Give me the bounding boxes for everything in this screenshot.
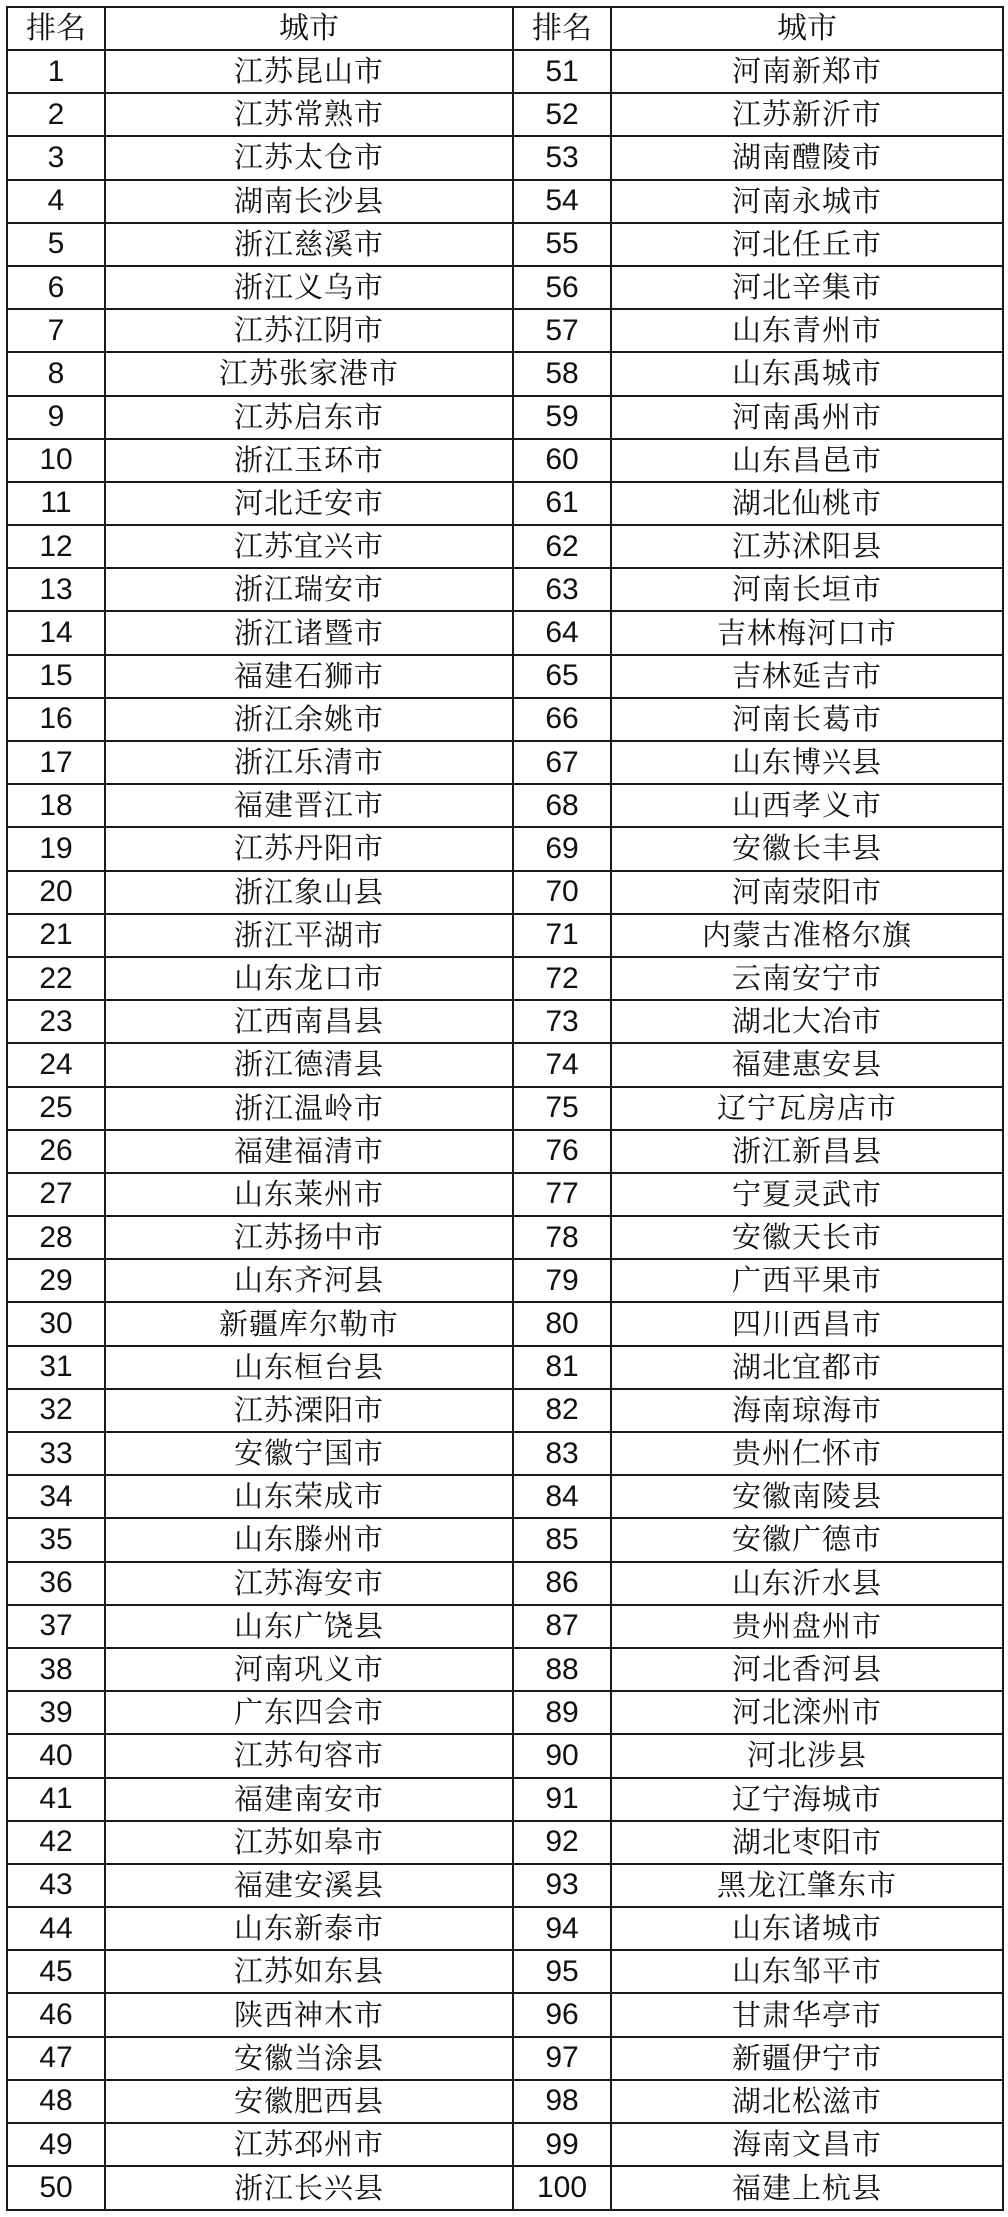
- city-cell-right: 内蒙古准格尔旗: [611, 914, 1003, 957]
- city-cell-right: 河北任丘市: [611, 223, 1003, 266]
- city-header-left: 城市: [105, 7, 513, 50]
- city-cell-right: 海南琼海市: [611, 1389, 1003, 1432]
- rank-cell-right: 54: [513, 180, 611, 223]
- rank-cell-right: 90: [513, 1734, 611, 1777]
- city-cell-right: 江苏新沂市: [611, 93, 1003, 136]
- city-cell-right: 河南长垣市: [611, 568, 1003, 611]
- rank-cell-right: 56: [513, 266, 611, 309]
- table-row: [7, 1087, 1003, 1130]
- rank-cell-left: 41: [7, 1778, 105, 1821]
- table-row: [7, 180, 1003, 223]
- city-cell-right: 山东青州市: [611, 309, 1003, 352]
- city-cell-left: 山东滕州市: [105, 1518, 513, 1561]
- table-row: [7, 439, 1003, 482]
- city-cell-right: 山西孝义市: [611, 784, 1003, 827]
- city-cell-right: 浙江新昌县: [611, 1130, 1003, 1173]
- table-row: [7, 1864, 1003, 1907]
- rank-cell-right: 93: [513, 1864, 611, 1907]
- rank-cell-right: 95: [513, 1950, 611, 1993]
- rank-cell-right: 62: [513, 525, 611, 568]
- rank-cell-left: 18: [7, 784, 105, 827]
- city-cell-right: 贵州仁怀市: [611, 1432, 1003, 1475]
- rank-cell-left: 25: [7, 1087, 105, 1130]
- rank-cell-left: 5: [7, 223, 105, 266]
- rank-cell-right: 99: [513, 2123, 611, 2166]
- rank-cell-right: 64: [513, 611, 611, 654]
- rank-cell-right: 89: [513, 1691, 611, 1734]
- rank-cell-right: 97: [513, 2037, 611, 2080]
- rank-cell-left: 34: [7, 1475, 105, 1518]
- table-row: [7, 2080, 1003, 2123]
- ranking-table-body: [7, 50, 1003, 2210]
- rank-cell-left: 23: [7, 1000, 105, 1043]
- city-cell-right: 山东诸城市: [611, 1907, 1003, 1950]
- table-row: [7, 611, 1003, 654]
- rank-cell-left: 48: [7, 2080, 105, 2123]
- city-cell-right: 河北涉县: [611, 1734, 1003, 1777]
- city-cell-right: 河北香河县: [611, 1648, 1003, 1691]
- city-cell-left: 山东桓台县: [105, 1346, 513, 1389]
- city-cell-right: 河南禹州市: [611, 396, 1003, 439]
- city-cell-left: 陕西神木市: [105, 1993, 513, 2036]
- city-cell-left: 江苏溧阳市: [105, 1389, 513, 1432]
- table-row: [7, 957, 1003, 1000]
- city-cell-right: 黑龙江肇东市: [611, 1864, 1003, 1907]
- city-cell-left: 浙江象山县: [105, 871, 513, 914]
- rank-cell-left: 38: [7, 1648, 105, 1691]
- rank-cell-right: 96: [513, 1993, 611, 2036]
- rank-cell-left: 12: [7, 525, 105, 568]
- rank-cell-left: 47: [7, 2037, 105, 2080]
- table-row: [7, 1648, 1003, 1691]
- city-cell-right: 贵州盘州市: [611, 1605, 1003, 1648]
- table-row: [7, 1173, 1003, 1216]
- rank-cell-right: 63: [513, 568, 611, 611]
- ranking-table: [6, 6, 1004, 2211]
- city-cell-right: 吉林梅河口市: [611, 611, 1003, 654]
- city-cell-left: 山东莱州市: [105, 1173, 513, 1216]
- rank-cell-left: 33: [7, 1432, 105, 1475]
- table-row: [7, 1432, 1003, 1475]
- city-cell-right: 安徽天长市: [611, 1216, 1003, 1259]
- city-cell-right: 海南文昌市: [611, 2123, 1003, 2166]
- city-cell-right: 安徽长丰县: [611, 827, 1003, 870]
- city-cell-left: 福建福清市: [105, 1130, 513, 1173]
- city-cell-right: 福建惠安县: [611, 1043, 1003, 1086]
- city-cell-right: 安徽南陵县: [611, 1475, 1003, 1518]
- city-cell-right: 河北滦州市: [611, 1691, 1003, 1734]
- city-cell-left: 山东新泰市: [105, 1907, 513, 1950]
- table-row: [7, 1130, 1003, 1173]
- city-cell-right: 山东沂水县: [611, 1562, 1003, 1605]
- table-row: [7, 1605, 1003, 1648]
- city-cell-left: 江苏海安市: [105, 1562, 513, 1605]
- rank-cell-left: 22: [7, 957, 105, 1000]
- rank-cell-left: 49: [7, 2123, 105, 2166]
- city-cell-left: 浙江乐清市: [105, 741, 513, 784]
- city-cell-right: 湖南醴陵市: [611, 136, 1003, 179]
- rank-cell-left: 44: [7, 1907, 105, 1950]
- rank-cell-right: 61: [513, 482, 611, 525]
- rank-cell-right: 77: [513, 1173, 611, 1216]
- city-cell-left: 江西南昌县: [105, 1000, 513, 1043]
- city-cell-left: 浙江瑞安市: [105, 568, 513, 611]
- rank-cell-right: 52: [513, 93, 611, 136]
- rank-cell-left: 8: [7, 352, 105, 395]
- city-cell-left: 浙江平湖市: [105, 914, 513, 957]
- rank-cell-right: 82: [513, 1389, 611, 1432]
- table-row: [7, 914, 1003, 957]
- city-cell-left: 河南巩义市: [105, 1648, 513, 1691]
- rank-cell-right: 80: [513, 1302, 611, 1345]
- table-row: [7, 482, 1003, 525]
- table-row: [7, 1950, 1003, 1993]
- city-cell-left: 福建晋江市: [105, 784, 513, 827]
- rank-cell-left: 26: [7, 1130, 105, 1173]
- city-cell-left: 浙江余姚市: [105, 698, 513, 741]
- city-cell-right: 辽宁瓦房店市: [611, 1087, 1003, 1130]
- table-row: [7, 1821, 1003, 1864]
- rank-cell-left: 28: [7, 1216, 105, 1259]
- city-cell-right: 四川西昌市: [611, 1302, 1003, 1345]
- city-cell-left: 江苏宜兴市: [105, 525, 513, 568]
- table-row: [7, 1302, 1003, 1345]
- rank-cell-left: 37: [7, 1605, 105, 1648]
- rank-cell-right: 71: [513, 914, 611, 957]
- city-cell-left: 江苏常熟市: [105, 93, 513, 136]
- table-row: [7, 1691, 1003, 1734]
- table-row: [7, 1475, 1003, 1518]
- table-row: [7, 1993, 1003, 2036]
- city-cell-left: 安徽宁国市: [105, 1432, 513, 1475]
- rank-cell-right: 69: [513, 827, 611, 870]
- rank-cell-right: 78: [513, 1216, 611, 1259]
- city-cell-right: 甘肃华亭市: [611, 1993, 1003, 2036]
- rank-cell-right: 75: [513, 1087, 611, 1130]
- table-row: [7, 2166, 1003, 2210]
- rank-cell-left: 13: [7, 568, 105, 611]
- city-cell-left: 江苏太仓市: [105, 136, 513, 179]
- city-cell-right: 湖北松滋市: [611, 2080, 1003, 2123]
- rank-cell-left: 20: [7, 871, 105, 914]
- rank-cell-left: 30: [7, 1302, 105, 1345]
- city-cell-left: 浙江义乌市: [105, 266, 513, 309]
- rank-cell-right: 73: [513, 1000, 611, 1043]
- table-row: [7, 352, 1003, 395]
- rank-cell-right: 65: [513, 655, 611, 698]
- rank-cell-left: 4: [7, 180, 105, 223]
- city-cell-right: 山东邹平市: [611, 1950, 1003, 1993]
- table-row: [7, 1216, 1003, 1259]
- rank-cell-right: 88: [513, 1648, 611, 1691]
- city-cell-left: 福建安溪县: [105, 1864, 513, 1907]
- table-row: [7, 1518, 1003, 1561]
- rank-cell-right: 58: [513, 352, 611, 395]
- rank-cell-right: 83: [513, 1432, 611, 1475]
- city-cell-left: 江苏昆山市: [105, 50, 513, 93]
- table-row: [7, 1259, 1003, 1302]
- rank-cell-right: 91: [513, 1778, 611, 1821]
- city-cell-left: 江苏张家港市: [105, 352, 513, 395]
- table-row: [7, 1562, 1003, 1605]
- rank-cell-right: 76: [513, 1130, 611, 1173]
- city-cell-right: 福建上杭县: [611, 2166, 1003, 2210]
- city-cell-left: 浙江玉环市: [105, 439, 513, 482]
- rank-cell-left: 24: [7, 1043, 105, 1086]
- city-cell-left: 浙江慈溪市: [105, 223, 513, 266]
- rank-cell-right: 53: [513, 136, 611, 179]
- rank-cell-right: 86: [513, 1562, 611, 1605]
- rank-cell-left: 2: [7, 93, 105, 136]
- city-cell-right: 吉林延吉市: [611, 655, 1003, 698]
- rank-cell-left: 45: [7, 1950, 105, 1993]
- rank-cell-right: 70: [513, 871, 611, 914]
- rank-cell-left: 27: [7, 1173, 105, 1216]
- table-row: [7, 525, 1003, 568]
- table-row: [7, 568, 1003, 611]
- city-cell-right: 广西平果市: [611, 1259, 1003, 1302]
- city-cell-right: 山东禹城市: [611, 352, 1003, 395]
- city-cell-left: 江苏江阴市: [105, 309, 513, 352]
- city-cell-left: 江苏如皋市: [105, 1821, 513, 1864]
- city-cell-right: 辽宁海城市: [611, 1778, 1003, 1821]
- rank-cell-left: 9: [7, 396, 105, 439]
- city-cell-left: 湖南长沙县: [105, 180, 513, 223]
- table-row: [7, 827, 1003, 870]
- rank-cell-left: 14: [7, 611, 105, 654]
- ranking-sheet: [6, 6, 1002, 2211]
- city-cell-left: 安徽当涂县: [105, 2037, 513, 2080]
- rank-cell-left: 40: [7, 1734, 105, 1777]
- rank-cell-right: 79: [513, 1259, 611, 1302]
- rank-cell-left: 3: [7, 136, 105, 179]
- table-row: [7, 50, 1003, 93]
- rank-cell-right: 84: [513, 1475, 611, 1518]
- city-cell-left: 浙江诸暨市: [105, 611, 513, 654]
- city-cell-left: 江苏扬中市: [105, 1216, 513, 1259]
- rank-cell-left: 36: [7, 1562, 105, 1605]
- city-cell-right: 湖北宜都市: [611, 1346, 1003, 1389]
- table-row: [7, 396, 1003, 439]
- city-cell-left: 江苏启东市: [105, 396, 513, 439]
- table-row: [7, 266, 1003, 309]
- city-cell-right: 山东昌邑市: [611, 439, 1003, 482]
- city-header-right: 城市: [611, 7, 1003, 50]
- rank-header-right: 排名: [513, 7, 611, 50]
- table-row: [7, 2037, 1003, 2080]
- city-cell-left: 广东四会市: [105, 1691, 513, 1734]
- rank-cell-left: 11: [7, 482, 105, 525]
- city-cell-right: 河南新郑市: [611, 50, 1003, 93]
- table-row: [7, 1778, 1003, 1821]
- city-cell-right: 江苏沭阳县: [611, 525, 1003, 568]
- table-row: [7, 1043, 1003, 1086]
- table-row: [7, 136, 1003, 179]
- rank-cell-left: 17: [7, 741, 105, 784]
- city-cell-right: 河南永城市: [611, 180, 1003, 223]
- table-row: [7, 741, 1003, 784]
- rank-cell-left: 1: [7, 50, 105, 93]
- table-row: [7, 1734, 1003, 1777]
- table-row: [7, 1389, 1003, 1432]
- rank-cell-right: 57: [513, 309, 611, 352]
- rank-cell-left: 50: [7, 2166, 105, 2210]
- city-cell-right: 湖北大冶市: [611, 1000, 1003, 1043]
- city-cell-right: 河南荥阳市: [611, 871, 1003, 914]
- rank-cell-right: 67: [513, 741, 611, 784]
- table-row: [7, 871, 1003, 914]
- rank-cell-left: 32: [7, 1389, 105, 1432]
- city-cell-left: 山东荣成市: [105, 1475, 513, 1518]
- city-cell-right: 云南安宁市: [611, 957, 1003, 1000]
- city-cell-left: 山东龙口市: [105, 957, 513, 1000]
- city-cell-left: 江苏邳州市: [105, 2123, 513, 2166]
- rank-cell-left: 6: [7, 266, 105, 309]
- table-row: [7, 2123, 1003, 2166]
- rank-cell-right: 81: [513, 1346, 611, 1389]
- rank-cell-left: 43: [7, 1864, 105, 1907]
- city-cell-right: 河南长葛市: [611, 698, 1003, 741]
- rank-cell-left: 42: [7, 1821, 105, 1864]
- rank-cell-left: 7: [7, 309, 105, 352]
- table-row: [7, 93, 1003, 136]
- city-cell-right: 宁夏灵武市: [611, 1173, 1003, 1216]
- table-row: [7, 1346, 1003, 1389]
- table-row: [7, 1907, 1003, 1950]
- rank-cell-right: 92: [513, 1821, 611, 1864]
- city-cell-left: 新疆库尔勒市: [105, 1302, 513, 1345]
- rank-cell-left: 29: [7, 1259, 105, 1302]
- rank-cell-right: 87: [513, 1605, 611, 1648]
- rank-header-left: 排名: [7, 7, 105, 50]
- city-cell-left: 福建南安市: [105, 1778, 513, 1821]
- table-row: [7, 223, 1003, 266]
- rank-cell-right: 100: [513, 2166, 611, 2210]
- table-row: [7, 1000, 1003, 1043]
- city-cell-right: 湖北仙桃市: [611, 482, 1003, 525]
- city-cell-right: 河北辛集市: [611, 266, 1003, 309]
- city-cell-right: 山东博兴县: [611, 741, 1003, 784]
- rank-cell-left: 16: [7, 698, 105, 741]
- table-row: [7, 655, 1003, 698]
- rank-cell-left: 10: [7, 439, 105, 482]
- city-cell-right: 湖北枣阳市: [611, 1821, 1003, 1864]
- rank-cell-left: 39: [7, 1691, 105, 1734]
- rank-cell-right: 55: [513, 223, 611, 266]
- rank-cell-left: 35: [7, 1518, 105, 1561]
- city-cell-left: 山东广饶县: [105, 1605, 513, 1648]
- city-cell-right: 安徽广德市: [611, 1518, 1003, 1561]
- city-cell-left: 山东齐河县: [105, 1259, 513, 1302]
- city-cell-right: 新疆伊宁市: [611, 2037, 1003, 2080]
- city-cell-left: 福建石狮市: [105, 655, 513, 698]
- city-cell-left: 江苏丹阳市: [105, 827, 513, 870]
- table-row: [7, 784, 1003, 827]
- header-row: [7, 7, 1003, 50]
- rank-cell-right: 98: [513, 2080, 611, 2123]
- rank-cell-right: 66: [513, 698, 611, 741]
- rank-cell-right: 74: [513, 1043, 611, 1086]
- rank-cell-left: 15: [7, 655, 105, 698]
- rank-cell-right: 72: [513, 957, 611, 1000]
- rank-cell-left: 46: [7, 1993, 105, 2036]
- rank-cell-left: 21: [7, 914, 105, 957]
- city-cell-left: 江苏句容市: [105, 1734, 513, 1777]
- rank-cell-right: 85: [513, 1518, 611, 1561]
- table-row: [7, 698, 1003, 741]
- rank-cell-right: 51: [513, 50, 611, 93]
- rank-cell-left: 31: [7, 1346, 105, 1389]
- rank-cell-left: 19: [7, 827, 105, 870]
- rank-cell-right: 59: [513, 396, 611, 439]
- city-cell-left: 浙江德清县: [105, 1043, 513, 1086]
- city-cell-left: 河北迁安市: [105, 482, 513, 525]
- rank-cell-right: 60: [513, 439, 611, 482]
- rank-cell-right: 68: [513, 784, 611, 827]
- rank-cell-right: 94: [513, 1907, 611, 1950]
- city-cell-left: 安徽肥西县: [105, 2080, 513, 2123]
- city-cell-left: 江苏如东县: [105, 1950, 513, 1993]
- city-cell-left: 浙江长兴县: [105, 2166, 513, 2210]
- city-cell-left: 浙江温岭市: [105, 1087, 513, 1130]
- table-row: [7, 309, 1003, 352]
